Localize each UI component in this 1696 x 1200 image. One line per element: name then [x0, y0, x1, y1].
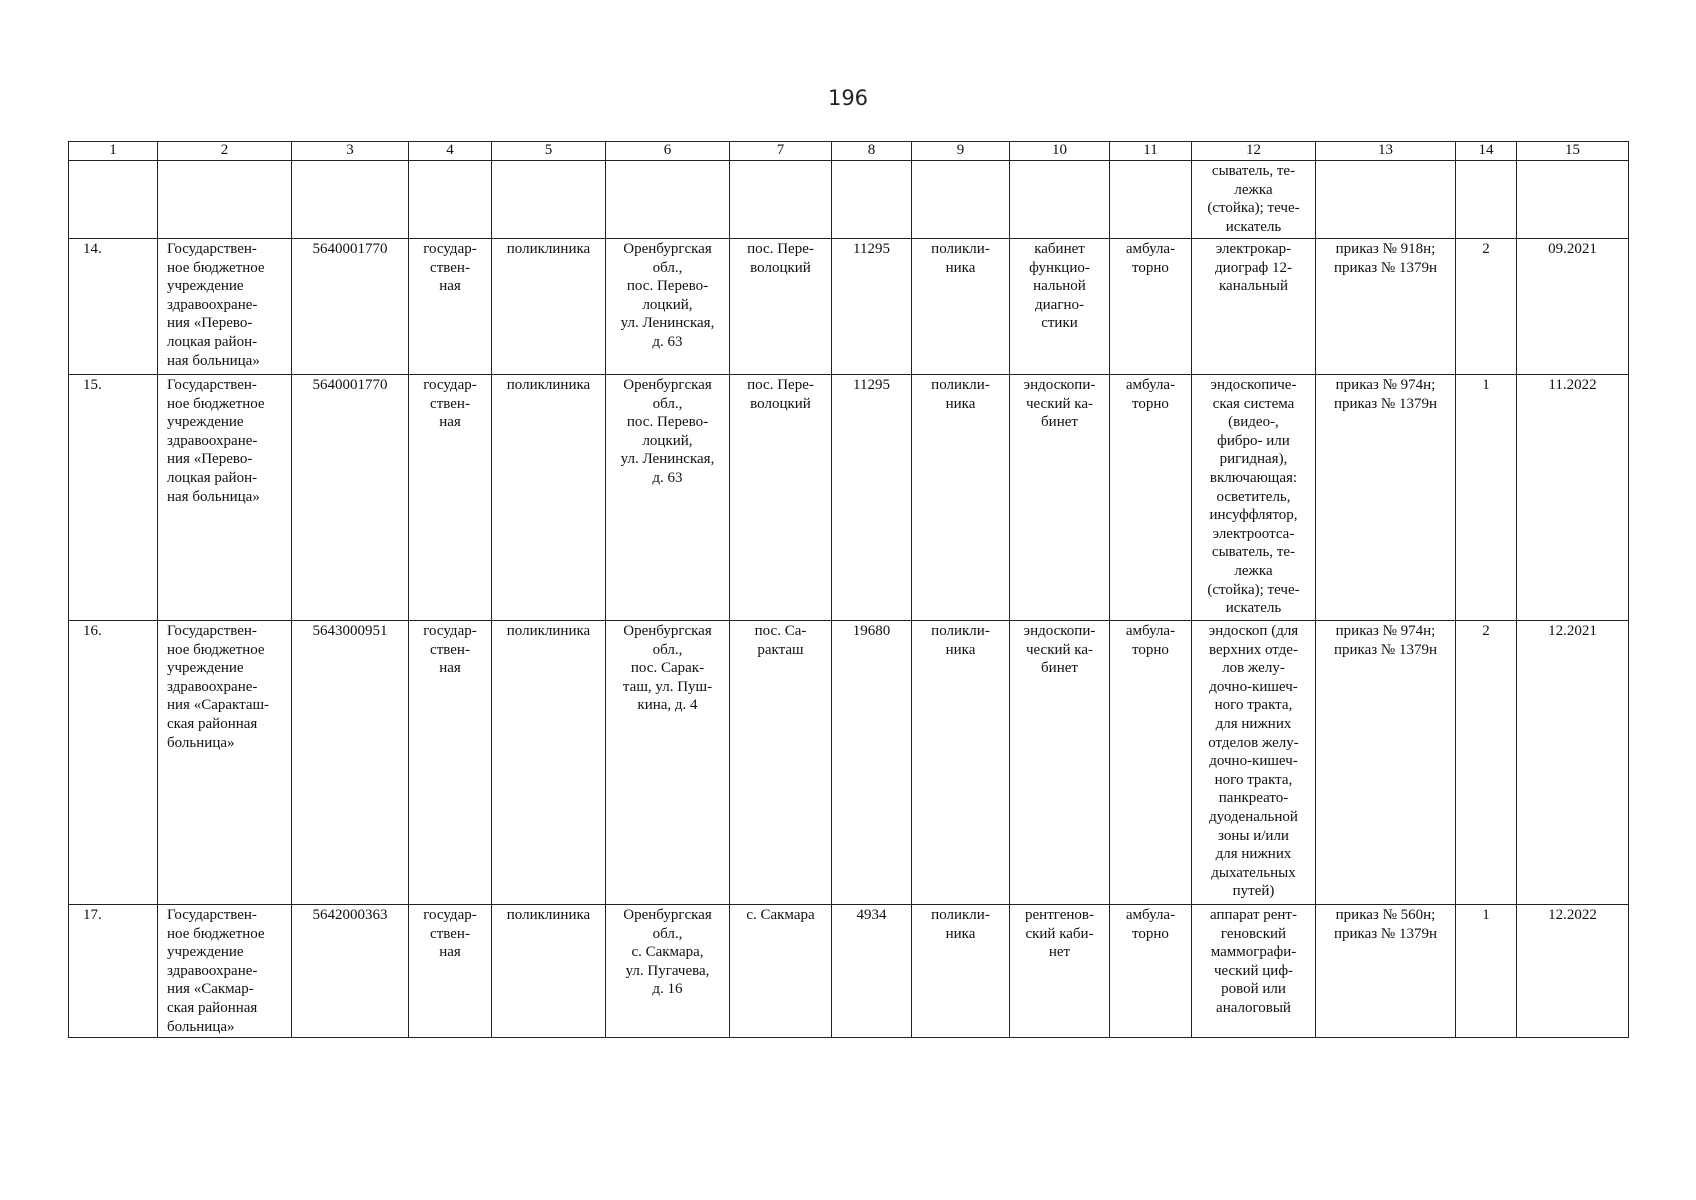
- table-cell: [1010, 161, 1110, 239]
- table-cell: 2: [1456, 239, 1517, 375]
- table-cell: поликли- ника: [912, 621, 1010, 905]
- header-cell: 9: [912, 142, 1010, 161]
- table-cell: поликли- ника: [912, 905, 1010, 1038]
- table-cell: государ- ствен- ная: [409, 375, 492, 621]
- table-cell: сыватель, те- лежка (стойка); тече- искатель: [1192, 161, 1316, 239]
- header-cell: 11: [1110, 142, 1192, 161]
- table-cell: поликлиника: [492, 905, 606, 1038]
- table-cell: 5643000951: [292, 621, 409, 905]
- table-cell: 5642000363: [292, 905, 409, 1038]
- table-cell: 4934: [832, 905, 912, 1038]
- table-cell: [1110, 161, 1192, 239]
- table-cell: 12.2022: [1517, 905, 1629, 1038]
- table-cell: [1316, 161, 1456, 239]
- table-cell: 14.: [69, 239, 158, 375]
- table-cell: Оренбургская обл., пос. Перево- лоцкий, ул. Ленинская, д. 63: [606, 239, 730, 375]
- header-cell: 14: [1456, 142, 1517, 161]
- table-cell: эндоскоп (для верхних отде- лов желу- дочно-кишеч- ного тракта, для нижних отделов желу- дочно-кишеч- ного тракта, панкреато- дуоденальной зоны и/или для нижних дыхательных путей): [1192, 621, 1316, 905]
- table-cell: амбула- торно: [1110, 905, 1192, 1038]
- table-cell: [1456, 161, 1517, 239]
- header-cell: 4: [409, 142, 492, 161]
- header-cell: 7: [730, 142, 832, 161]
- table-cell: эндоскопиче- ская система (видео-, фибро- или ригидная), включающая: осветитель, инсуффлятор, электроотса- сыватель, те- лежка (стойка); тече- искатель: [1192, 375, 1316, 621]
- table-cell: 5640001770: [292, 375, 409, 621]
- table-cell: пос. Са- ракташ: [730, 621, 832, 905]
- table-cell: Государствен- ное бюджетное учреждение здравоохране- ния «Перево- лоцкая район- ная больница»: [158, 375, 292, 621]
- table-cell: амбула- торно: [1110, 239, 1192, 375]
- table-cell: государ- ствен- ная: [409, 621, 492, 905]
- table-cell: приказ № 560н; приказ № 1379н: [1316, 905, 1456, 1038]
- table-cell: поликли- ника: [912, 375, 1010, 621]
- table-cell: Оренбургская обл., пос. Сарак- таш, ул. Пуш- кина, д. 4: [606, 621, 730, 905]
- table-cell: Оренбургская обл., с. Сакмара, ул. Пугачева, д. 16: [606, 905, 730, 1038]
- header-cell: 3: [292, 142, 409, 161]
- table-cell: 5640001770: [292, 239, 409, 375]
- table-cell: приказ № 974н; приказ № 1379н: [1316, 375, 1456, 621]
- table-cell: государ- ствен- ная: [409, 239, 492, 375]
- table-cell: 1: [1456, 375, 1517, 621]
- table-row: [69, 375, 1629, 621]
- table-cell: 16.: [69, 621, 158, 905]
- table-cell: [158, 161, 292, 239]
- register-table-container: [68, 141, 1628, 1038]
- table-cell: электрокар- диограф 12- канальный: [1192, 239, 1316, 375]
- header-cell: 1: [69, 142, 158, 161]
- table-cell: поликлиника: [492, 375, 606, 621]
- table-cell: 19680: [832, 621, 912, 905]
- table-cell: [492, 161, 606, 239]
- table-cell: [292, 161, 409, 239]
- header-row: [69, 142, 1629, 161]
- header-cell: 12: [1192, 142, 1316, 161]
- table-cell: с. Сакмара: [730, 905, 832, 1038]
- table-row: [69, 161, 1629, 239]
- table-cell: 12.2021: [1517, 621, 1629, 905]
- table-cell: государ- ствен- ная: [409, 905, 492, 1038]
- table-cell: [730, 161, 832, 239]
- table-cell: эндоскопи- ческий ка- бинет: [1010, 621, 1110, 905]
- table-cell: [832, 161, 912, 239]
- table-cell: 17.: [69, 905, 158, 1038]
- header-cell: 6: [606, 142, 730, 161]
- table-cell: Государствен- ное бюджетное учреждение здравоохране- ния «Сакмар- ская районная больница»: [158, 905, 292, 1038]
- table-cell: 2: [1456, 621, 1517, 905]
- table-cell: амбула- торно: [1110, 375, 1192, 621]
- table-cell: 09.2021: [1517, 239, 1629, 375]
- table-cell: поликли- ника: [912, 239, 1010, 375]
- table-cell: 15.: [69, 375, 158, 621]
- table-row: [69, 905, 1629, 1038]
- table-cell: кабинет функцио- нальной диагно- стики: [1010, 239, 1110, 375]
- table-row: [69, 239, 1629, 375]
- table-cell: пос. Пере- волоцкий: [730, 239, 832, 375]
- table-cell: Государствен- ное бюджетное учреждение здравоохране- ния «Перево- лоцкая район- ная больница»: [158, 239, 292, 375]
- table-cell: приказ № 918н; приказ № 1379н: [1316, 239, 1456, 375]
- table-cell: [409, 161, 492, 239]
- table-cell: пос. Пере- волоцкий: [730, 375, 832, 621]
- table-cell: Оренбургская обл., пос. Перево- лоцкий, ул. Ленинская, д. 63: [606, 375, 730, 621]
- table-cell: [912, 161, 1010, 239]
- table-cell: 11295: [832, 239, 912, 375]
- header-cell: 15: [1517, 142, 1629, 161]
- table-cell: Государствен- ное бюджетное учреждение здравоохране- ния «Саракташ- ская районная больница»: [158, 621, 292, 905]
- page-number: 196: [827, 86, 869, 110]
- header-cell: 13: [1316, 142, 1456, 161]
- table-cell: поликлиника: [492, 239, 606, 375]
- table-cell: поликлиника: [492, 621, 606, 905]
- header-cell: 5: [492, 142, 606, 161]
- table-cell: приказ № 974н; приказ № 1379н: [1316, 621, 1456, 905]
- header-cell: 10: [1010, 142, 1110, 161]
- table-cell: амбула- торно: [1110, 621, 1192, 905]
- table-cell: 11.2022: [1517, 375, 1629, 621]
- register-table: [68, 141, 1629, 1038]
- table-cell: 11295: [832, 375, 912, 621]
- table-cell: эндоскопи- ческий ка- бинет: [1010, 375, 1110, 621]
- table-cell: аппарат рент- геновский маммографи- ческий циф- ровой или аналоговый: [1192, 905, 1316, 1038]
- table-cell: [606, 161, 730, 239]
- table-cell: рентгенов- ский каби- нет: [1010, 905, 1110, 1038]
- table-cell: [1517, 161, 1629, 239]
- table-row: [69, 621, 1629, 905]
- header-cell: 2: [158, 142, 292, 161]
- header-cell: 8: [832, 142, 912, 161]
- table-cell: 1: [1456, 905, 1517, 1038]
- table-cell: [69, 161, 158, 239]
